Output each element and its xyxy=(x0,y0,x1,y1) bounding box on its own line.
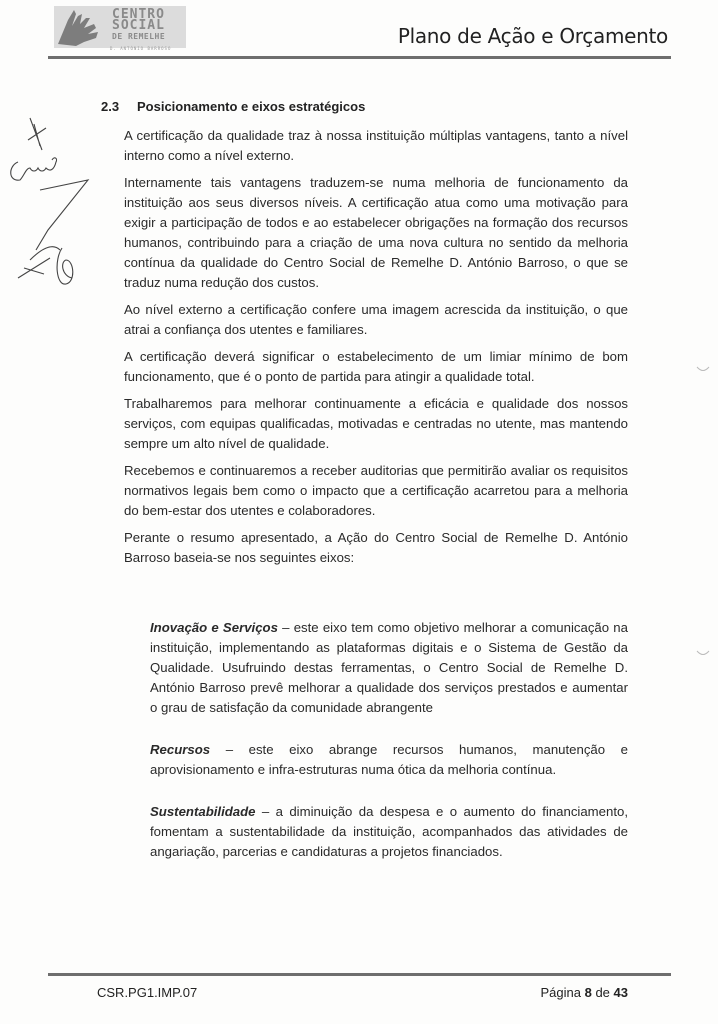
axis-description: – este eixo abrange recursos humanos, manutenção e aprovisionamento e infra-estruturas numa ótica da melhoria contínua. xyxy=(150,742,628,777)
axis-term: Sustentabilidade xyxy=(150,804,256,819)
institution-logo xyxy=(54,6,186,51)
page-number xyxy=(541,985,628,1000)
paragraph: Recebemos e continuaremos a receber auditorias que permitirão avaliar os requisitos normativos legais bem como o impacto que a certificação acarretou para a melhoria do bem-estar dos utentes e colaboradores. xyxy=(124,463,628,518)
punch-hole-mark xyxy=(696,366,710,374)
axis-description: – este eixo tem como objetivo melhorar a comunicação na instituição, implementando as plataformas digitais e o Sistema de Gestão da Qualidade. Usufruindo destas ferramentas, o Centro Social de Remelhe D. António Barroso prevê melhorar a qualidade dos serviços prestados e aumentar o grau de satisfação da comunidade abrangente xyxy=(150,620,628,715)
paragraph: Ao nível externo a certificação confere uma imagem acrescida da instituição, o que atrai a confiança dos utentes e familiares. xyxy=(124,302,628,337)
page-separator: de xyxy=(591,985,614,1000)
paragraph: Perante o resumo apresentado, a Ação do Centro Social de Remelhe D. António Barroso baseia-se nos seguintes eixos: xyxy=(124,530,628,565)
page-prefix: Página xyxy=(540,985,585,1000)
axis-item xyxy=(150,802,628,862)
document-code: CSR.PG1.IMP.07 xyxy=(97,985,198,1000)
logo-line-2: SOCIAL xyxy=(112,18,165,33)
page-current: 8 xyxy=(584,985,592,1000)
paragraph: Trabalharemos para melhorar continuamente a eficácia e qualidade dos nossos serviços, com equipas qualificadas, motivadas e centradas no utente, mas mantendo sempre um alto nível de qualidade. xyxy=(124,396,628,451)
page-total: 43 xyxy=(613,985,628,1000)
handwritten-signature xyxy=(0,110,110,290)
footer-divider xyxy=(48,973,671,976)
section-number: 2.3 xyxy=(101,99,120,114)
axis-term: Recursos xyxy=(150,742,211,757)
section-title: Posicionamento e eixos estratégicos xyxy=(137,99,366,114)
logo-line-3: DE REMELHE xyxy=(112,32,166,41)
logo-line-1: CENTRO xyxy=(112,7,165,22)
axis-item xyxy=(150,618,628,718)
body-text xyxy=(124,126,628,575)
axis-term: Inovação e Serviços xyxy=(150,620,278,635)
section-heading xyxy=(101,99,365,114)
paragraph: Internamente tais vantagens traduzem-se numa melhoria de funcionamento da instituição aos seus diversos níveis. A certificação atua como uma motivação para exigir a participação de todos e ao estabelecer obrigações na formação dos recursos humanos, contribuindo para a criação de uma nova cultura no sentido da melhoria contínua da qualidade do Centro Social de Remelhe D. António Barroso, o que se traduz numa redução dos custos. xyxy=(124,175,628,290)
paragraph: A certificação deverá significar o estabelecimento de um limiar mínimo de bom funcionamento, que é o ponto de partida para atingir a qualidade total. xyxy=(124,349,628,384)
paragraph: A certificação da qualidade traz à nossa instituição múltiplas vantagens, tanto a nível interno como a nível externo. xyxy=(124,128,628,163)
punch-hole-mark xyxy=(696,650,710,658)
hands-logo-icon xyxy=(54,6,110,48)
axis-item xyxy=(150,740,628,780)
document-title: Plano de Ação e Orçamento xyxy=(397,24,668,48)
axis-description: – a diminuição da despesa e o aumento do financiamento, fomentam a sustentabilidade da instituição, acompanhados das atividades de angariação, parcerias e candidaturas a projetos financiados. xyxy=(150,804,628,859)
header-divider xyxy=(48,56,671,59)
logo-tagline: D. ANTÓNIO BARROSO xyxy=(110,46,172,51)
strategic-axes-list xyxy=(150,618,628,884)
